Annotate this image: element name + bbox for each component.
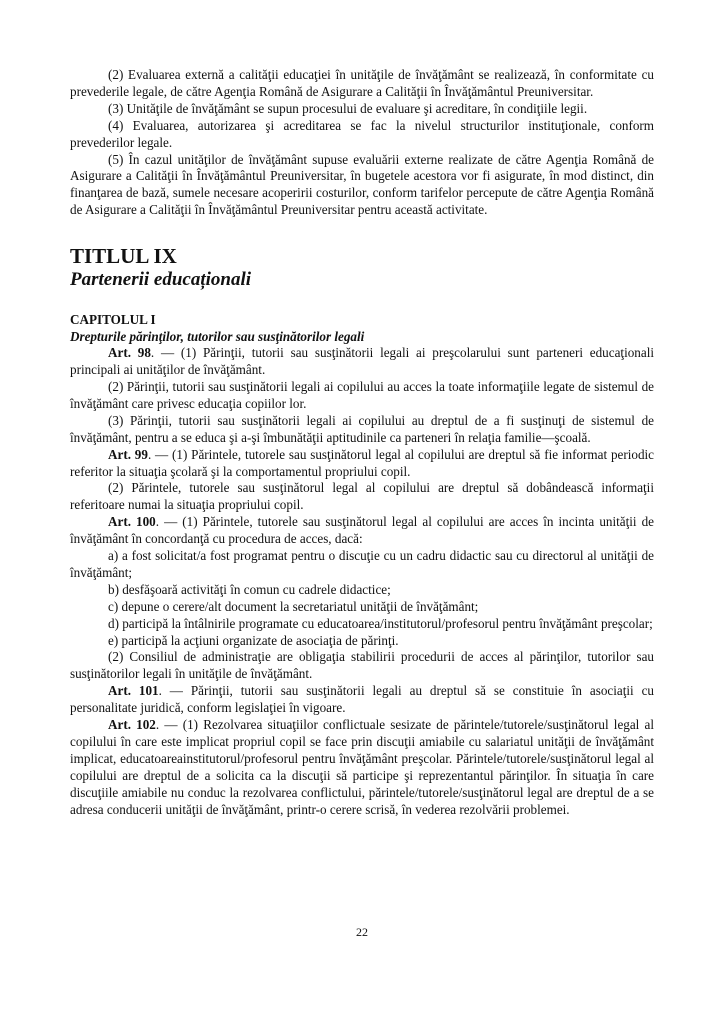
paragraph-evaluation-4: (4) Evaluarea, autorizarea şi acreditarea se fac la nivelul structurilor instituţionale, conform prevederilor legale. <box>70 117 654 150</box>
article-98-text-1: . — (1) Părinţii, tutorii sau susţinătorii legali ai preşcolarului sunt parteneri educaţionali principali ai unităţilor de învăţământ. <box>70 345 654 378</box>
article-100-text-1: . — (1) Părintele, tutorele sau susţinătorul legal al copilului are acces în incinta unităţii de învăţământ în concordanţă cu procedura de acces, dacă: <box>70 514 654 547</box>
title-subheading: Partenerii educaționali <box>70 269 252 291</box>
article-102-paragraph-1 <box>70 717 654 818</box>
paragraph-evaluation-5: (5) În cazul unităţilor de învăţământ supuse evaluării externe realizate de către Agenţia Română de Asigurare a Calităţii în Învăţământul Preuniversitar, în bugetele acestora vor fi asigurate, în mod distinct, din finanţarea de bază, sumele necesare acoperirii costurilor, conform tarifelor percepute de către Agenţia Română de Asigurare a Calităţii în Învăţământul Preuniversitar pentru această activitate. <box>70 151 654 218</box>
article-100-label: Art. 100 <box>108 514 156 530</box>
article-98-paragraph-3: (3) Părinţii, tutorii sau susţinătorii legali ai copilului au dreptul de a fi susţinuţi de sistemul de învăţământ, pentru a se educa şi a-şi îmbunătăţii aptitudinile ca parteneri în relaţia familie—şcoală. <box>70 412 654 445</box>
paragraph-evaluation-2: (2) Evaluarea externă a calităţii educaţiei în unităţile de învăţământ se realizează, în conformitate cu prevederile legale, de către Agenţia Română de Asigurare a Calităţii în Învăţământul Preuniversitar. <box>70 67 654 99</box>
article-101-paragraph-1 <box>70 683 654 717</box>
chapter-heading: CAPITOLUL I <box>70 312 156 328</box>
article-99-paragraph-2: (2) Părintele, tutorele sau susţinătorul legal al copilului are dreptul să dobândească informaţii referitoare numai la situaţia propriului copil. <box>70 480 654 513</box>
article-100-item-d: d) participă la întâlnirile programate cu educatoarea/institutorul/profesorul pentru învăţământ preşcolar; <box>108 615 653 631</box>
article-100-item-b: b) desfăşoară activităţi în comun cu cadrele didactice; <box>108 581 391 597</box>
article-99-label: Art. 99 <box>108 446 148 462</box>
article-102-label: Art. 102 <box>108 717 156 733</box>
article-101-label: Art. 101 <box>108 683 159 699</box>
article-100-item-c: c) depune o cerere/alt document la secretariatul unităţii de învăţământ; <box>108 598 479 614</box>
page-number: 22 <box>356 925 368 939</box>
article-98-paragraph-1 <box>70 345 654 379</box>
article-98-label: Art. 98 <box>108 345 151 361</box>
chapter-subheading: Drepturile părinţilor, tutorilor sau susţinătorilor legali <box>70 329 365 345</box>
article-102-text-1: . — (1) Rezolvarea situaţiilor conflictuale sesizate de părintele/tutorele/susţinătorul legal al copilului în care este implicat propriul copil se face prin discuţii amiabile cu salariatul unităţii de învăţământ implicat, educatoareainstitutorul/profesorul pentru învăţământ preşcolar. Părintele/tutorele/susţinătorul legal al copilului are dreptul de a solicita ca la discuţii să participe şi reprezentantul părinţilor. În situaţia în care discuţiile amiabile nu conduc la rezolvarea conflictului, părintele/tutorele/susţinătorul legal are dreptul de a se adresa conducerii unităţii de învăţământ, printr-o cerere scrisă, în vederea rezolvării problemei. <box>70 717 654 817</box>
article-100-paragraph-1 <box>70 514 654 548</box>
title-heading: TITLUL IX <box>70 244 177 269</box>
article-100-item-a: a) a fost solicitat/a fost programat pentru o discuţie cu un cadru didactic sau cu directorul al unităţii de învăţământ; <box>70 548 654 580</box>
article-99-text-1: . — (1) Părintele, tutorele sau susţinătorul legal al copilului are dreptul să fie informat periodic referitor la situaţia şcolară şi la comportamentul propriului copil. <box>70 446 655 479</box>
article-101-text-1: . — Părinţii, tutorii sau susţinătorii legali au dreptul să se constituie în asociaţii cu personalitate juridică, conform legislaţiei în vigoare. <box>70 683 654 716</box>
paragraph-evaluation-3: (3) Unităţile de învăţământ se supun procesului de evaluare şi acreditare, în condiţiile legii. <box>108 100 588 116</box>
article-99-paragraph-1 <box>70 447 654 481</box>
article-98-paragraph-2: (2) Părinţii, tutorii sau susţinătorii legali ai copilului au acces la toate informaţiile legate de sistemul de învăţământ care privesc educaţia copiilor lor. <box>70 378 654 411</box>
article-100-paragraph-2: (2) Consiliul de administraţie are obligaţia stabilirii procedurii de acces al părinţilor, tutorilor sau susţinătorilor legali în unităţile de învăţământ. <box>70 649 654 682</box>
article-100-item-e: e) participă la acţiuni organizate de asociaţia de părinţi. <box>108 632 399 648</box>
document-page <box>70 67 654 819</box>
